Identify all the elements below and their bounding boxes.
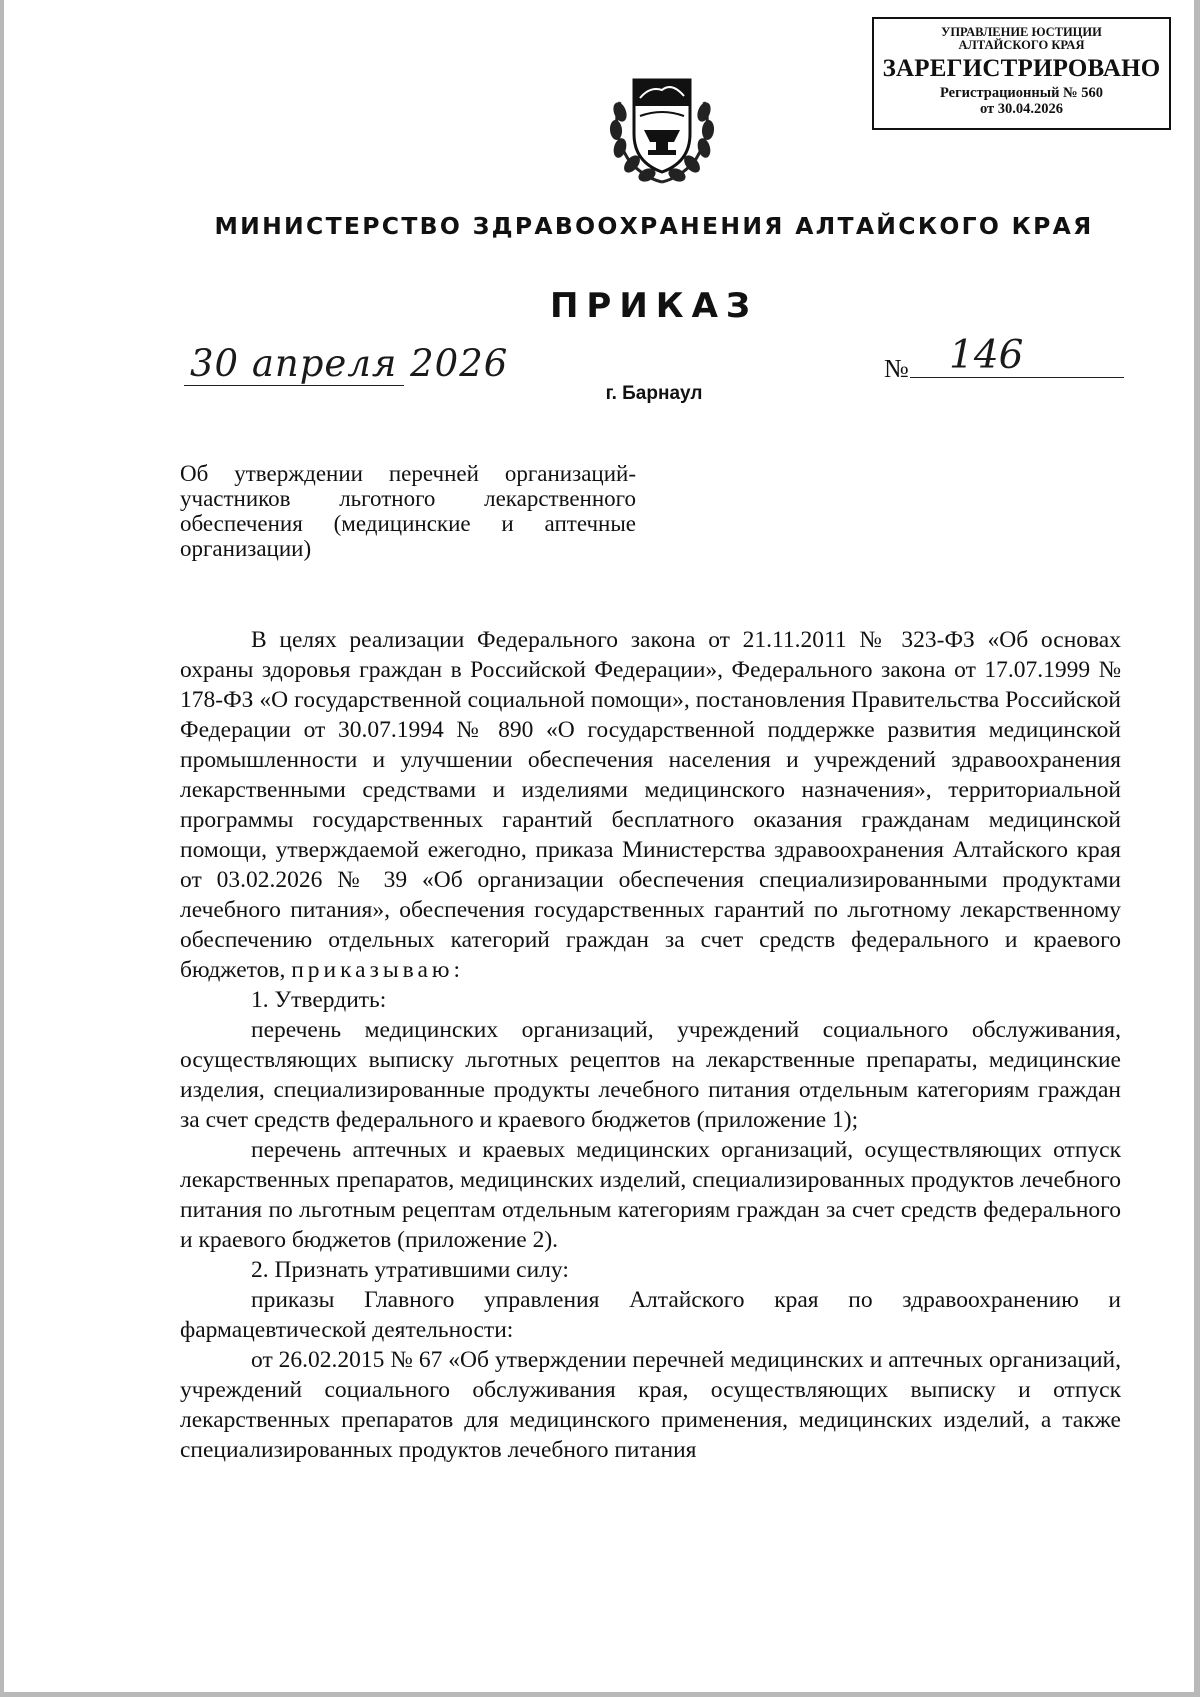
stamp-status: ЗАРЕГИСТРИРОВАНО <box>882 55 1161 83</box>
document-page <box>4 0 1194 1692</box>
document-type-title: ПРИКАЗ <box>549 286 759 326</box>
stamp-reg-number: Регистрационный № 560 <box>939 84 1103 101</box>
handwritten-number: 146 <box>949 333 1024 378</box>
item1-list-entry-1: перечень медицинских организаций, учреждений социального обслуживания, осуществляющих выписку льготных рецептов на лекарственные препараты, медицинские изделия, специализированные продукты лечебного питания отдельным категориям граждан за счет средств федерального и краевого бюджетов (приложение 1); <box>180 1017 1121 1133</box>
order-body <box>180 625 1121 1465</box>
registration-stamp <box>872 17 1171 130</box>
stamp-reg-date: от 30.04.2026 <box>979 100 1064 117</box>
handwritten-date: 30 апреля 2026 <box>190 342 509 385</box>
stamp-department-line2: АЛТАЙСКОГО КРАЯ <box>958 38 1085 53</box>
body-intro-text: В целях реализации Федерального закона от 21.11.2011 № 323-ФЗ «Об основах охраны здоровья граждан в Российской Федерации», Федерального закона от 17.07.1999 № 178-ФЗ «О государственной социальной помощи», постановления Правительства Российской Федерации от 30.07.1994 № 890 «О государственной поддержке развития медицинской промышленности и улучшении обеспечения населения и учреждений здравоохранения лекарственными средствами и изделиями медицинского назначения», территориальной программы государственных гарантий бесплатного оказания гражданам медицинской помощи, утверждаемой ежегодно, приказа Министерства здравоохранения Алтайского края от 03.02.2026 № 39 «Об организации обеспечения специализированными продуктами лечебного питания», обеспечения государственных гарантий по льготному лекарственному обеспечению отдельных категорий граждан за счет средств федерального и краевого бюджетов, <box>180 627 1121 983</box>
order-subject: Об утверждении перечней организаций-участников льготного лекарственного обеспечения (медицинские и аптечные организации) <box>180 461 636 561</box>
item1-list-entry-2: перечень аптечных и краевых медицинских организаций, осуществляющих отпуск лекарственных препаратов, медицинских изделий, специализированных продуктов лечебного питания по льготным рецептам отдельным категориям граждан за счет средств федерального и краевого бюджетов (приложение 2). <box>180 1137 1121 1253</box>
number-label: № <box>884 354 909 383</box>
city-line: г. Барнаул <box>605 383 703 404</box>
order-word: приказываю: <box>291 957 464 983</box>
ministry-name: МИНИСТЕРСТВО ЗДРАВООХРАНЕНИЯ АЛТАЙСКОГО КРАЯ <box>214 212 1094 240</box>
body-intro-paragraph <box>180 625 1121 985</box>
item2-text: приказы Главного управления Алтайского края по здравоохранению и фармацевтической деятельности: <box>180 1287 1121 1343</box>
altai-krai-coat-of-arms-icon <box>600 72 724 186</box>
item2-heading: 2. Признать утратившими силу: <box>251 1257 569 1283</box>
item2-sub-entry-1: от 26.02.2015 № 67 «Об утверждении перечней медицинских и аптечных организаций, учреждений социального обслуживания края, осуществляющих выписку и отпуск лекарственных препаратов для медицинского применения, медицинских изделий, а также специализированных продуктов лечебного питания <box>180 1347 1121 1463</box>
stamp-department-line1: УПРАВЛЕНИЕ ЮСТИЦИИ <box>941 25 1102 39</box>
item1-heading: 1. Утвердить: <box>251 987 387 1013</box>
